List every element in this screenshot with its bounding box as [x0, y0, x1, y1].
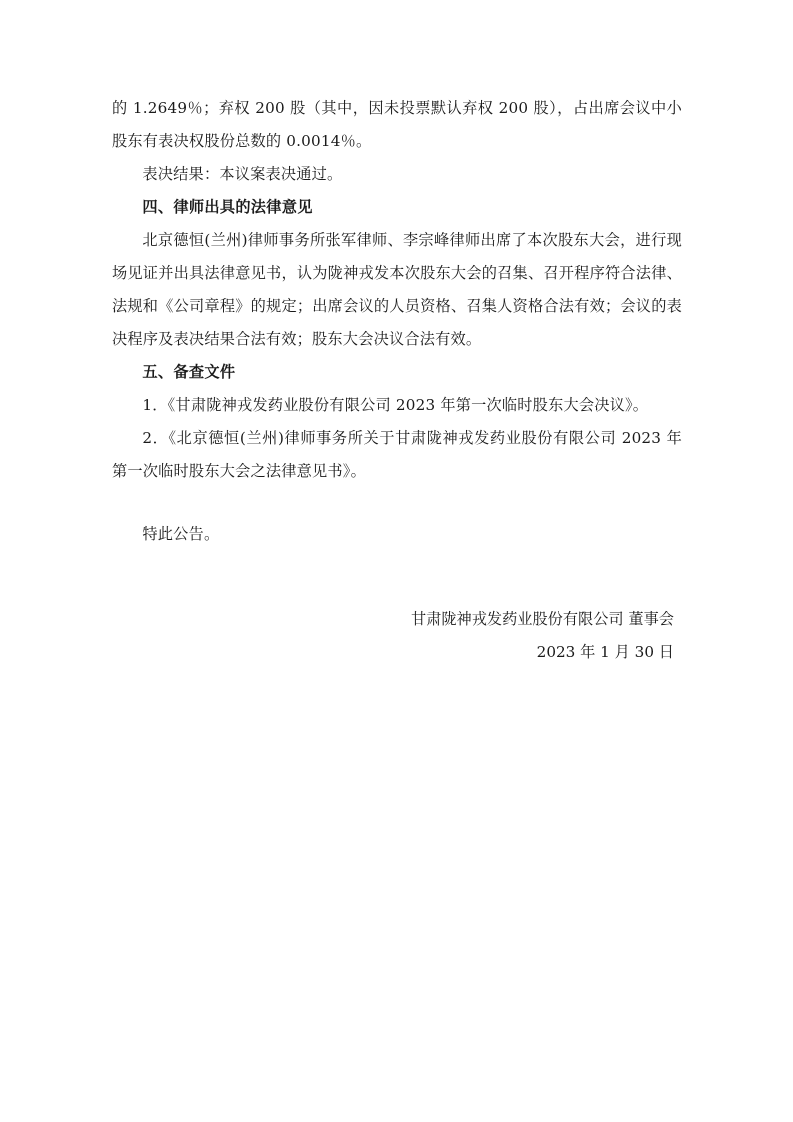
section-five-item-1: 1．《甘肃陇神戎发药业股份有限公司 2023 年第一次临时股东大会决议》。: [142, 396, 649, 414]
document-body: [112, 92, 682, 669]
section-heading-five: 五、备查文件: [142, 363, 236, 381]
section-five-item-2: 2．《北京德恒(兰州)律师事务所关于甘肃陇神戎发药业股份有限公司 2023 年第一次临时股东大会之法律意见书》。: [112, 429, 682, 480]
paragraph-vote-result-detail: 的 1.2649％；弃权 200 股（其中，因未投票默认弃权 200 股），占出席会议中小股东有表决权股份总数的 0.0014％。: [112, 99, 682, 150]
signature-company: 甘肃陇神戎发药业股份有限公司 董事会: [410, 610, 674, 628]
signature-block: [112, 603, 682, 669]
spacer-before-signature: [112, 551, 682, 603]
paragraph-vote-conclusion: 表决结果：本议案表决通过。: [142, 165, 343, 183]
section-heading-four: 四、律师出具的法律意见: [142, 198, 313, 216]
spacer-before-notice: [112, 488, 682, 518]
signature-date: 2023 年 1 月 30 日: [536, 643, 674, 661]
notice-line: 特此公告。: [142, 525, 220, 543]
section-four-body: 北京德恒(兰州)律师事务所张军律师、李宗峰律师出席了本次股东大会，进行现场见证并出具法律意见书，认为陇神戎发本次股东大会的召集、召开程序符合法律、法规和《公司章程》的规定；出席会议的人员资格、召集人资格合法有效；会议的表决程序及表决结果合法有效；股东大会决议合法有效。: [112, 231, 682, 348]
